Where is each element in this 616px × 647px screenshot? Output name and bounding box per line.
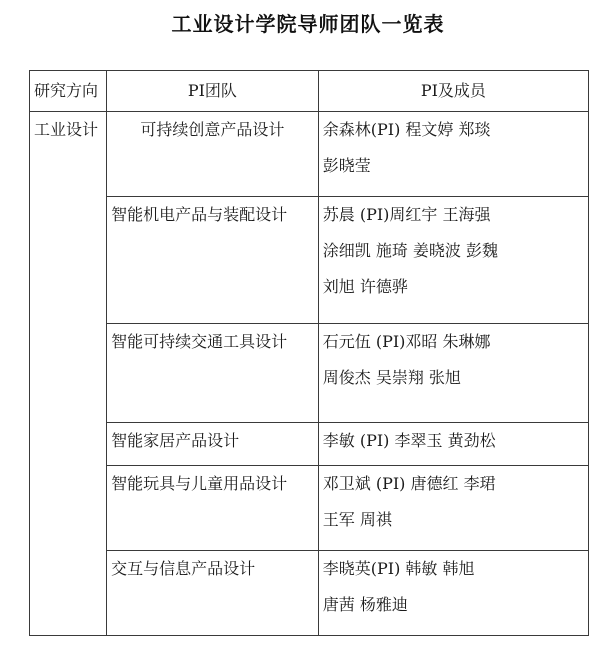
document-title: 工业设计学院导师团队一览表 [171, 12, 445, 36]
members-cell [318, 551, 588, 636]
table-row [30, 466, 589, 551]
members-cell [318, 423, 588, 466]
header-members: PI及成员 [318, 71, 588, 112]
direction-cell: 工业设计 [30, 112, 107, 636]
members-line: 唐茜 杨雅迪 [322, 595, 408, 614]
members-line: 彭晓莹 [322, 156, 371, 175]
members-cell [318, 197, 588, 324]
header-direction: 研究方向 [30, 71, 107, 112]
table-header-row [30, 71, 589, 112]
members-cell [318, 466, 588, 551]
team-cell: 交互与信息产品设计 [107, 551, 319, 636]
team-cell: 智能玩具与儿童用品设计 [107, 466, 319, 551]
members-line: 涂细凯 施琦 姜晓波 彭魏 [322, 241, 498, 260]
members-line: 余森林(PI) 程文婷 郑琰 [322, 120, 491, 139]
team-table [29, 70, 589, 636]
members-line: 李敏 (PI) 李翠玉 黄劲松 [322, 431, 496, 450]
members-line: 石元伍 (PI)邓昭 朱琳娜 [322, 332, 491, 351]
members-cell [318, 324, 588, 423]
table-row [30, 112, 589, 197]
table-row [30, 324, 589, 423]
members-line: 邓卫斌 (PI) 唐德红 李珺 [322, 474, 496, 493]
members-line: 刘旭 许德骅 [322, 277, 408, 296]
members-line: 王军 周祺 [322, 510, 392, 529]
table-row [30, 551, 589, 636]
members-line: 苏晨 (PI)周红宇 王海强 [322, 205, 491, 224]
team-cell: 智能家居产品设计 [107, 423, 319, 466]
header-team: PI团队 [107, 71, 319, 112]
table-row [30, 197, 589, 324]
table-row [30, 423, 589, 466]
team-cell: 智能可持续交通工具设计 [107, 324, 319, 423]
members-line: 周俊杰 吴崇翔 张旭 [322, 368, 461, 387]
members-cell [318, 112, 588, 197]
team-cell: 可持续创意产品设计 [107, 112, 319, 197]
team-cell: 智能机电产品与装配设计 [107, 197, 319, 324]
members-line: 李晓英(PI) 韩敏 韩旭 [322, 559, 475, 578]
